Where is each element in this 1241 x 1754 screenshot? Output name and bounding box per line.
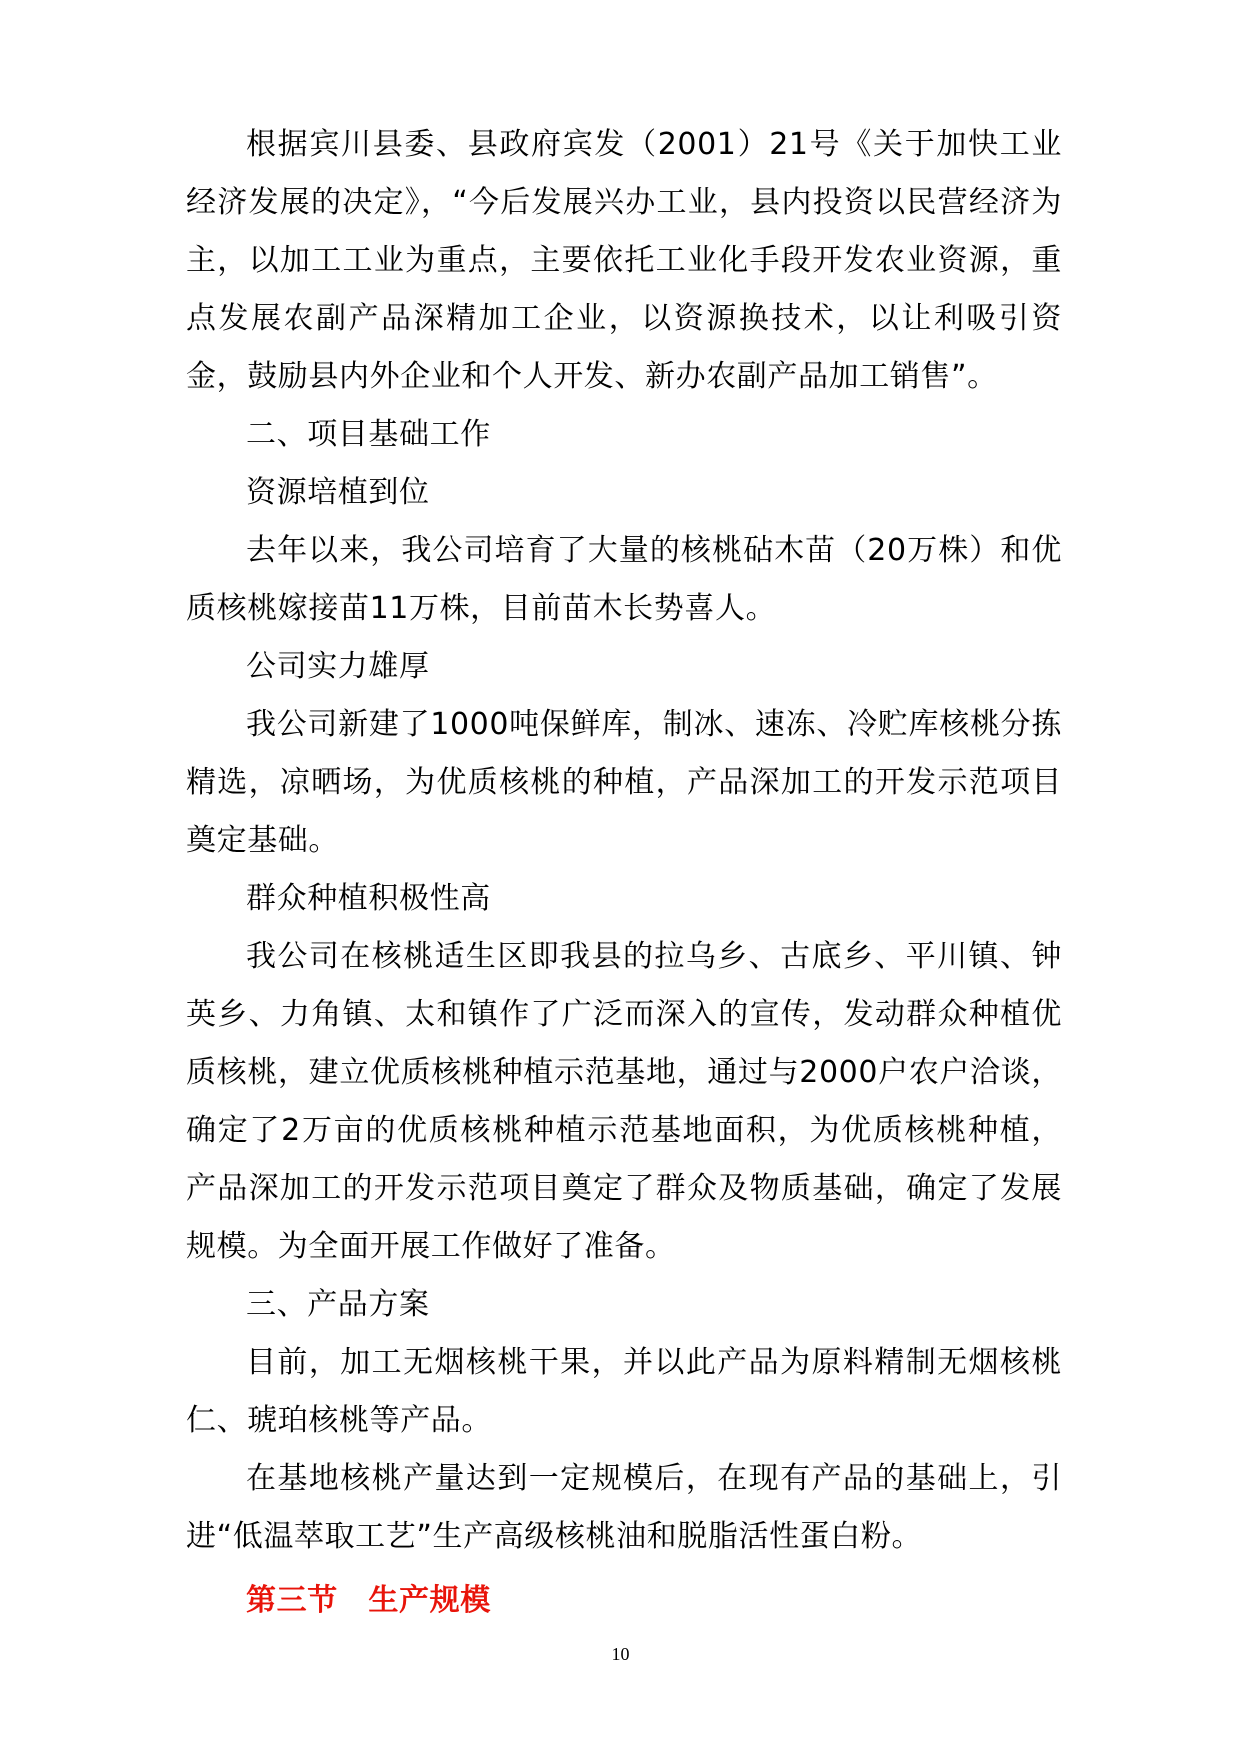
document-page (186, 116, 1062, 1630)
subheading-farmer-enthusiasm: 群众种植积极性高 (246, 881, 491, 916)
paragraph-seedlings: 去年以来，我公司培育了大量的核桃砧木苗（20万株）和优质核桃嫁接苗11万株，目前苗木长势喜人。 (186, 533, 1062, 626)
page-number: 10 (611, 1644, 630, 1664)
paragraph-demonstration-base: 我公司在核桃适生区即我县的拉乌乡、古底乡、平川镇、钟英乡、力角镇、太和镇作了广泛而深入的宣传，发动群众种植优质核桃，建立优质核桃种植示范基地，通过与2000户农户洽谈，确定了2万亩的优质核桃种植示范基地面积，为优质核桃种植，产品深加工的开发示范项目奠定了群众及物质基础，确定了发展规模。为全面开展工作做好了准备。 (186, 939, 1062, 1264)
paragraph-facilities: 我公司新建了1000吨保鲜库，制冰、速冻、冷贮库核桃分拣精选，凉晒场，为优质核桃的种植，产品深加工的开发示范项目奠定基础。 (186, 707, 1062, 858)
paragraph-future-products: 在基地核桃产量达到一定规模后，在现有产品的基础上，引进“低温萃取工艺”生产高级核桃油和脱脂活性蛋白粉。 (186, 1461, 1062, 1554)
section-heading-production-scale: 第三节 生产规模 (246, 1583, 491, 1618)
paragraph-current-products: 目前，加工无烟核桃干果，并以此产品为原料精制无烟核桃仁、琥珀核桃等产品。 (186, 1345, 1062, 1438)
heading-project-foundation: 二、项目基础工作 (246, 417, 491, 452)
paragraph-policy-basis: 根据宾川县委、县政府宾发（2001）21号《关于加快工业经济发展的决定》，“今后发展兴办工业，县内投资以民营经济为主，以加工工业为重点，主要依托工业化手段开发农业资源，重点发展农副产品深精加工企业，以资源换技术，以让利吸引资金，鼓励县内外企业和个人开发、新办农副产品加工销售”。 (186, 127, 1062, 394)
subheading-company-strength: 公司实力雄厚 (246, 649, 430, 684)
subheading-resources: 资源培植到位 (246, 475, 430, 510)
heading-product-plan: 三、产品方案 (246, 1287, 430, 1322)
